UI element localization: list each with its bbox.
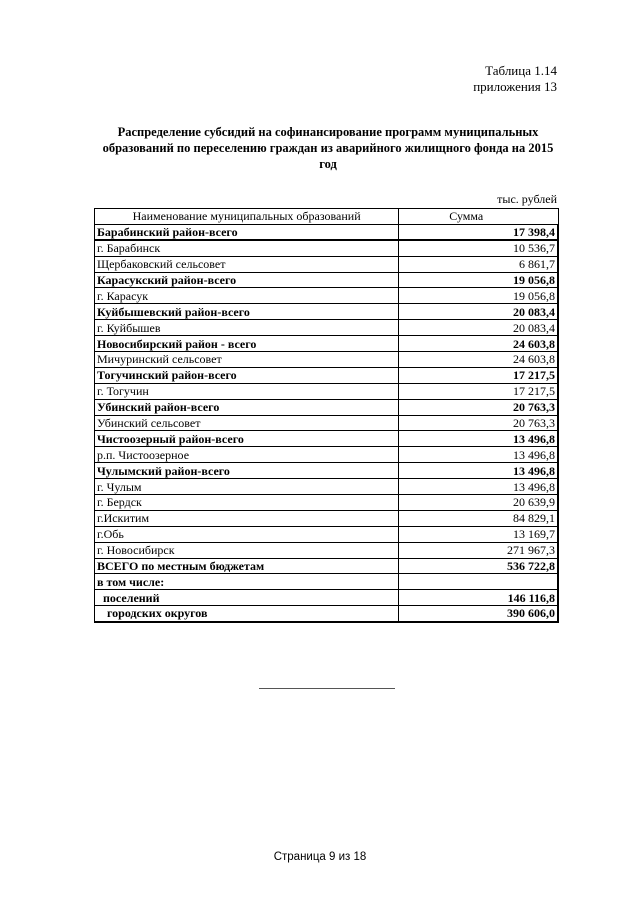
subsidy-amount: 536 722,8 [399, 558, 558, 574]
table-row [95, 352, 559, 368]
subsidy-table [94, 208, 559, 623]
table-row [95, 415, 559, 431]
subsidy-amount: 19 056,8 [399, 288, 558, 304]
table-row [95, 526, 559, 542]
table-row [95, 606, 559, 622]
municipality-name: г.Обь [95, 526, 399, 542]
municipality-name: Щербаковский сельсовет [95, 256, 399, 272]
municipality-name: Убинский сельсовет [95, 415, 399, 431]
subsidy-amount: 6 861,7 [399, 256, 558, 272]
municipality-name: Чулымский район-всего [95, 463, 399, 479]
subsidy-amount: 17 217,5 [399, 383, 558, 399]
subsidy-amount: 20 083,4 [399, 320, 558, 336]
table-row [95, 558, 559, 574]
column-header-name: Наименование муниципальных образований [95, 209, 399, 225]
municipality-name: г. Барабинск [95, 240, 399, 256]
table-reference [473, 63, 557, 95]
municipality-name: Мичуринский сельсовет [95, 352, 399, 368]
municipality-name: Куйбышевский район-всего [95, 304, 399, 320]
subsidy-amount: 20 763,3 [399, 399, 558, 415]
table-row [95, 399, 559, 415]
subsidy-amount: 20 639,9 [399, 495, 558, 511]
table-row [95, 383, 559, 399]
municipality-name: Чистоозерный район-всего [95, 431, 399, 447]
table-row [95, 510, 559, 526]
table-row [95, 272, 559, 288]
table-row [95, 447, 559, 463]
municipality-name: г. Карасук [95, 288, 399, 304]
municipality-name: поселений [95, 590, 399, 606]
units-label: тыс. рублей [497, 192, 557, 206]
subsidy-amount: 20 083,4 [399, 304, 558, 320]
appendix-reference: приложения 13 [473, 79, 557, 94]
table-row [95, 288, 559, 304]
municipality-name: Барабинский район-всего [95, 224, 399, 240]
table-row [95, 336, 559, 352]
subsidy-amount: 17 398,4 [399, 224, 558, 240]
table-body [95, 224, 559, 621]
subsidy-amount: 84 829,1 [399, 510, 558, 526]
table-row [95, 304, 559, 320]
table-row [95, 590, 559, 606]
municipality-name: г. Тогучин [95, 383, 399, 399]
subsidy-amount: 20 763,3 [399, 415, 558, 431]
table-row [95, 320, 559, 336]
subsidy-amount: 13 496,8 [399, 463, 558, 479]
municipality-name: г. Бердск [95, 495, 399, 511]
table-row [95, 463, 559, 479]
subsidy-amount: 17 217,5 [399, 367, 558, 383]
subsidy-amount: 10 536,7 [399, 240, 558, 256]
municipality-name: в том числе: [95, 574, 399, 590]
page-number: Страница 9 из 18 [273, 851, 367, 863]
subsidy-amount: 13 169,7 [399, 526, 558, 542]
subsidy-amount: 271 967,3 [399, 542, 558, 558]
municipality-name: ВСЕГО по местным бюджетам [95, 558, 399, 574]
document-title: Распределение субсидий на софинансирование программ муниципальных образований по переселению граждан из аварийного жилищного фонда на 2015 год [102, 125, 554, 171]
municipality-name: Карасукский район-всего [95, 272, 399, 288]
separator-line [259, 688, 395, 689]
table-row [95, 256, 559, 272]
table-row [95, 224, 559, 240]
table-row [95, 574, 559, 590]
table-row [95, 431, 559, 447]
subsidy-amount [399, 574, 558, 590]
table-header-row [95, 209, 559, 225]
table-row [95, 479, 559, 495]
municipality-name: р.п. Чистоозерное [95, 447, 399, 463]
subsidy-amount: 24 603,8 [399, 336, 558, 352]
table-row [95, 542, 559, 558]
table-row [95, 495, 559, 511]
municipality-name: Убинский район-всего [95, 399, 399, 415]
municipality-name: г. Чулым [95, 479, 399, 495]
municipality-name: городских округов [95, 606, 399, 622]
subsidy-amount: 13 496,8 [399, 479, 558, 495]
subsidy-amount: 13 496,8 [399, 447, 558, 463]
municipality-name: Тогучинский район-всего [95, 367, 399, 383]
municipality-name: г. Куйбышев [95, 320, 399, 336]
subsidy-amount: 24 603,8 [399, 352, 558, 368]
column-header-sum: Сумма [399, 209, 558, 225]
municipality-name: г. Новосибирск [95, 542, 399, 558]
subsidy-amount: 13 496,8 [399, 431, 558, 447]
subsidy-amount: 390 606,0 [399, 606, 558, 622]
table-row [95, 240, 559, 256]
table-number: Таблица 1.14 [485, 63, 557, 78]
subsidy-amount: 19 056,8 [399, 272, 558, 288]
municipality-name: г.Искитим [95, 510, 399, 526]
municipality-name: Новосибирский район - всего [95, 336, 399, 352]
table-row [95, 367, 559, 383]
subsidy-amount: 146 116,8 [399, 590, 558, 606]
